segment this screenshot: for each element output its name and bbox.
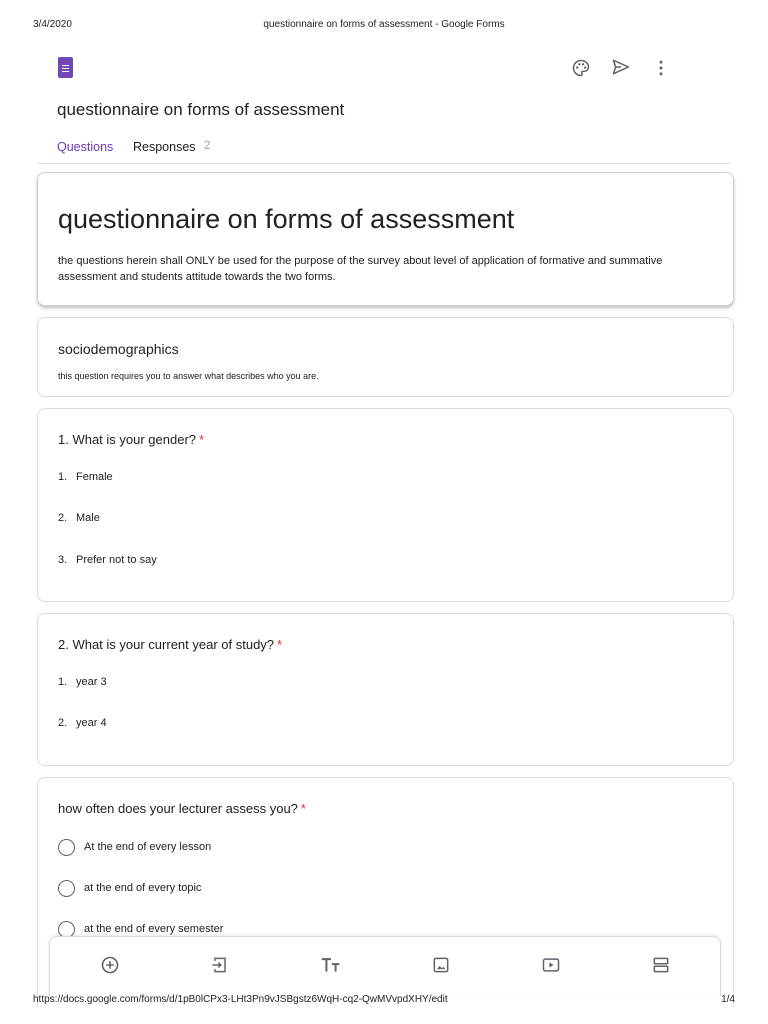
required-mark: *: [300, 801, 306, 816]
print-page-title: questionnaire on forms of assessment - Google Forms: [263, 19, 505, 30]
section-description[interactable]: this question requires you to answer what describes who you are.: [58, 371, 319, 381]
required-mark: *: [277, 637, 283, 652]
section-card[interactable]: [37, 317, 734, 397]
add-title-icon[interactable]: [319, 953, 343, 977]
radio-option[interactable]: At the end of every lesson: [58, 838, 211, 856]
question-title[interactable]: how often does your lecturer assess you? *: [58, 801, 306, 816]
print-url: https://docs.google.com/forms/d/1pB0lCPx3-LHt3Pn9vJSBgstz6WqH-cq2-QwMVvpdXHY/edit: [33, 994, 448, 1005]
radio-option[interactable]: at the end of every semester: [58, 920, 223, 938]
print-header: [0, 19, 768, 33]
add-video-icon[interactable]: [539, 953, 563, 977]
send-icon[interactable]: [609, 55, 633, 79]
add-section-icon[interactable]: [649, 953, 673, 977]
tab-questions[interactable]: Questions: [57, 140, 114, 154]
question-card[interactable]: [37, 408, 734, 602]
radio-button[interactable]: [58, 839, 75, 856]
bottom-toolbar: [49, 936, 721, 996]
print-date: 3/4/2020: [33, 19, 72, 30]
required-mark: *: [199, 432, 205, 447]
section-title[interactable]: sociodemographics: [58, 341, 179, 357]
print-page-number: 1/4: [721, 994, 735, 1005]
question-title[interactable]: 2. What is your current year of study? *: [58, 637, 283, 652]
form-title[interactable]: questionnaire on forms of assessment: [58, 204, 515, 234]
option-item[interactable]: 2. Male: [58, 512, 100, 524]
import-questions-icon[interactable]: [208, 953, 232, 977]
responses-count-badge: 2: [204, 140, 211, 152]
add-question-icon[interactable]: [98, 953, 122, 977]
option-item[interactable]: 1. Female: [58, 471, 113, 483]
radio-button[interactable]: [58, 880, 75, 897]
tabs-divider: [37, 163, 731, 164]
add-image-icon[interactable]: [429, 953, 453, 977]
forms-logo-icon[interactable]: [58, 57, 73, 78]
option-item[interactable]: 1. year 3: [58, 676, 107, 688]
question-card[interactable]: [37, 613, 734, 766]
title-card[interactable]: [37, 172, 734, 306]
more-vert-icon[interactable]: [649, 56, 673, 80]
option-item[interactable]: 3. Prefer not to say: [58, 554, 157, 566]
palette-icon[interactable]: [569, 56, 593, 80]
radio-button[interactable]: [58, 921, 75, 938]
form-description[interactable]: the questions herein shall ONLY be used for the purpose of the survey about level of application of formative and summative assessment and students attitude towards the two forms.: [58, 255, 663, 283]
option-item[interactable]: 2. year 4: [58, 717, 107, 729]
form-name[interactable]: questionnaire on forms of assessment: [57, 100, 345, 119]
question-title[interactable]: 1. What is your gender? *: [58, 432, 205, 447]
radio-option[interactable]: at the end of every topic: [58, 879, 201, 897]
tab-responses[interactable]: Responses: [133, 140, 196, 154]
